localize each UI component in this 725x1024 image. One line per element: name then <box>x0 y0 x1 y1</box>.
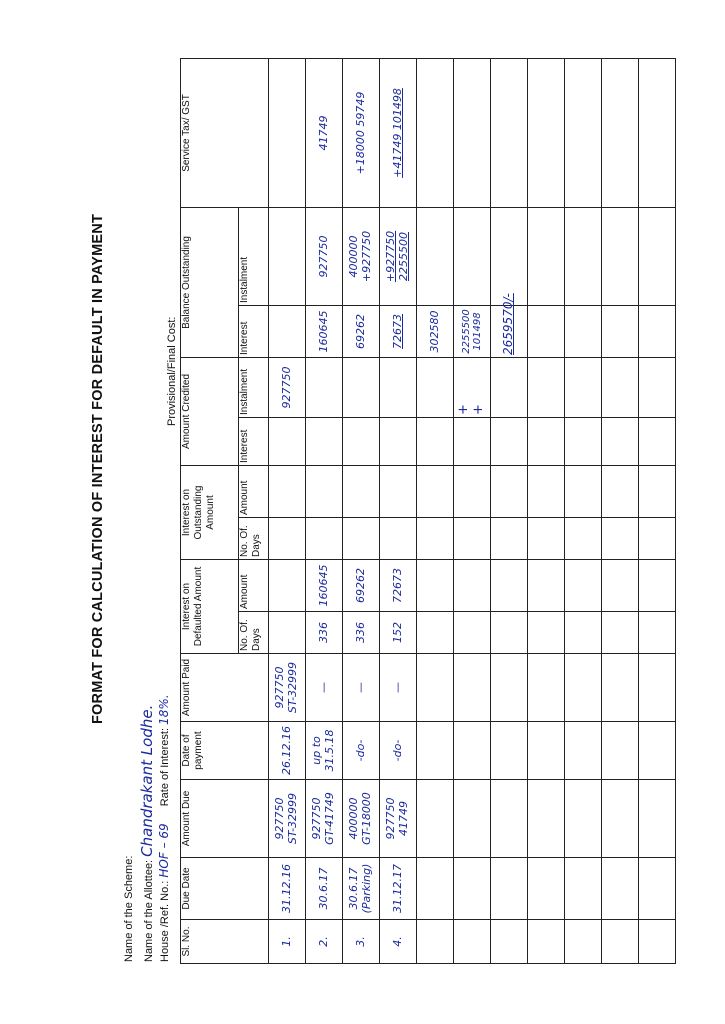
cell-cred-interest <box>306 418 343 466</box>
header-balance-outstanding: Balance Outstanding <box>181 207 239 357</box>
cell-sl: 1. <box>269 920 306 964</box>
header-due-date: Due Date <box>181 858 269 920</box>
cell-date-payment: -do- <box>343 722 380 780</box>
cell-amount-paid: — <box>306 654 343 722</box>
table-row <box>528 58 565 963</box>
cell-date-payment: -do- <box>380 722 417 780</box>
cell-def-days: 152 <box>380 612 417 654</box>
scheme-label: Name of the Scheme: <box>123 855 135 962</box>
cell-cred-interest <box>380 418 417 466</box>
subheader-def-days: No. Of. Days <box>239 612 269 654</box>
cell-bal-interest: 72673 <box>380 305 417 357</box>
cell-out-days <box>380 518 417 560</box>
cell-out-amount <box>380 466 417 518</box>
rate-value: 18%. <box>157 694 171 725</box>
cell-cred-instalment <box>343 357 380 417</box>
cell-sl: 3. <box>343 920 380 964</box>
table-row <box>602 58 639 963</box>
cell-cred-instalment: 927750 <box>269 357 306 417</box>
cell-cred-interest <box>269 418 306 466</box>
cell-bal-instalment: 400000 +927750 <box>343 207 380 305</box>
cell-out-amount <box>306 466 343 518</box>
cell-grand-total: 2659570/- <box>491 305 528 357</box>
cell-bal-instalment <box>269 207 306 305</box>
scheme-line <box>122 856 135 962</box>
cell-bal-instalment: +927750 2255500 <box>380 207 417 305</box>
table-row <box>343 58 380 963</box>
cell-due-date: 31.12.16 <box>269 858 306 920</box>
header-amount-paid: Amount Paid <box>181 654 269 722</box>
subheader-out-amount: Amount <box>239 466 269 518</box>
table-row <box>417 58 454 963</box>
cell-gst: 41749 <box>306 58 343 207</box>
header-amount-due: Amount Due <box>181 780 269 858</box>
cell-cred-instalment <box>306 357 343 417</box>
cell-def-amount <box>269 560 306 612</box>
cell-due-date: 30.6.17 <box>306 858 343 920</box>
table-row <box>491 58 528 963</box>
cell-out-amount <box>269 466 306 518</box>
cell-cred-instalment <box>380 357 417 417</box>
cell-bal-interest: 69262 <box>343 305 380 357</box>
rate-label: Rate of Interest: <box>159 728 171 807</box>
plus-signs: + + <box>454 357 491 417</box>
header-date-payment: Date of payment <box>181 722 269 780</box>
cell-gst: +41749 101498 <box>380 58 417 207</box>
table-row <box>306 58 343 963</box>
cell-sl: 4. <box>380 920 417 964</box>
subheader-bal-instalment: Instalment <box>239 207 269 305</box>
cell-amount-due: 400000 GT-18000 <box>343 780 380 858</box>
subheader-bal-interest: Interest <box>239 305 269 357</box>
cell-amount-paid: 927750 ST-32999 <box>269 654 306 722</box>
house-value: HOF – 69 <box>157 823 171 878</box>
allottee-value: Chandrakant Lodhe. <box>138 704 156 857</box>
cell-out-days <box>269 518 306 560</box>
cell-date-payment: up to 31.5.18 <box>306 722 343 780</box>
interest-table <box>180 58 676 964</box>
cost-label: Provisional/Final Cost: <box>166 316 178 426</box>
subheader-def-amount: Amount <box>239 560 269 612</box>
allottee-label: Name of the Allottee: <box>143 859 155 962</box>
cell-amount-paid: — <box>380 654 417 722</box>
allottee-line <box>138 705 156 962</box>
cell-def-days: 336 <box>306 612 343 654</box>
cell-def-amount: 69262 <box>343 560 380 612</box>
house-line <box>157 694 171 962</box>
header-service-tax: Service Tax/ GST <box>181 58 269 207</box>
table-row <box>565 58 602 963</box>
cell-due-date: 31.12.17 <box>380 858 417 920</box>
cell-bal-interest <box>269 305 306 357</box>
cell-date-payment: 26.12.16 <box>269 722 306 780</box>
cell-def-amount: 72673 <box>380 560 417 612</box>
cell-out-amount <box>343 466 380 518</box>
cell-def-days: 336 <box>343 612 380 654</box>
form-title: FORMAT FOR CALCULATION OF INTEREST FOR DEFAULT IN PAYMENT <box>90 214 106 725</box>
header-amount-credited: Amount Credited <box>181 357 239 465</box>
table-row <box>454 58 491 963</box>
cell-bal-interest: 160645 <box>306 305 343 357</box>
cell-cred-interest <box>343 418 380 466</box>
house-label: House /Ref. No.: <box>159 880 171 962</box>
cell-bal-instalment: 927750 <box>306 207 343 305</box>
subheader-cred-interest: Interest <box>239 418 269 466</box>
header-int-defaulted: Interest on Defaulted Amount <box>181 560 239 654</box>
cell-sl: 2. <box>306 920 343 964</box>
cell-add-lines: 2255500 101498 <box>454 305 491 357</box>
cell-gst: +18000 59749 <box>343 58 380 207</box>
cell-amount-due: 927750 GT-41749 <box>306 780 343 858</box>
cell-def-amount: 160645 <box>306 560 343 612</box>
cell-interest-total: 302580 <box>417 305 454 357</box>
cell-gst <box>269 58 306 207</box>
cell-out-days <box>343 518 380 560</box>
subheader-out-days: No. Of. Days <box>239 518 269 560</box>
table-row <box>269 58 306 963</box>
cell-amount-due: 927750 41749 <box>380 780 417 858</box>
cell-def-days <box>269 612 306 654</box>
cell-out-days <box>306 518 343 560</box>
header-sl: Sl. No. <box>181 920 269 964</box>
cell-due-date: 30.6.17 (Parking) <box>343 858 380 920</box>
cell-amount-paid: — <box>343 654 380 722</box>
table-row <box>639 58 676 963</box>
table-row <box>380 58 417 963</box>
cell-amount-due: 927750 ST-32999 <box>269 780 306 858</box>
subheader-cred-instalment: Instalment <box>239 357 269 417</box>
header-int-outstanding: Interest on Outstanding Amount <box>181 466 239 560</box>
